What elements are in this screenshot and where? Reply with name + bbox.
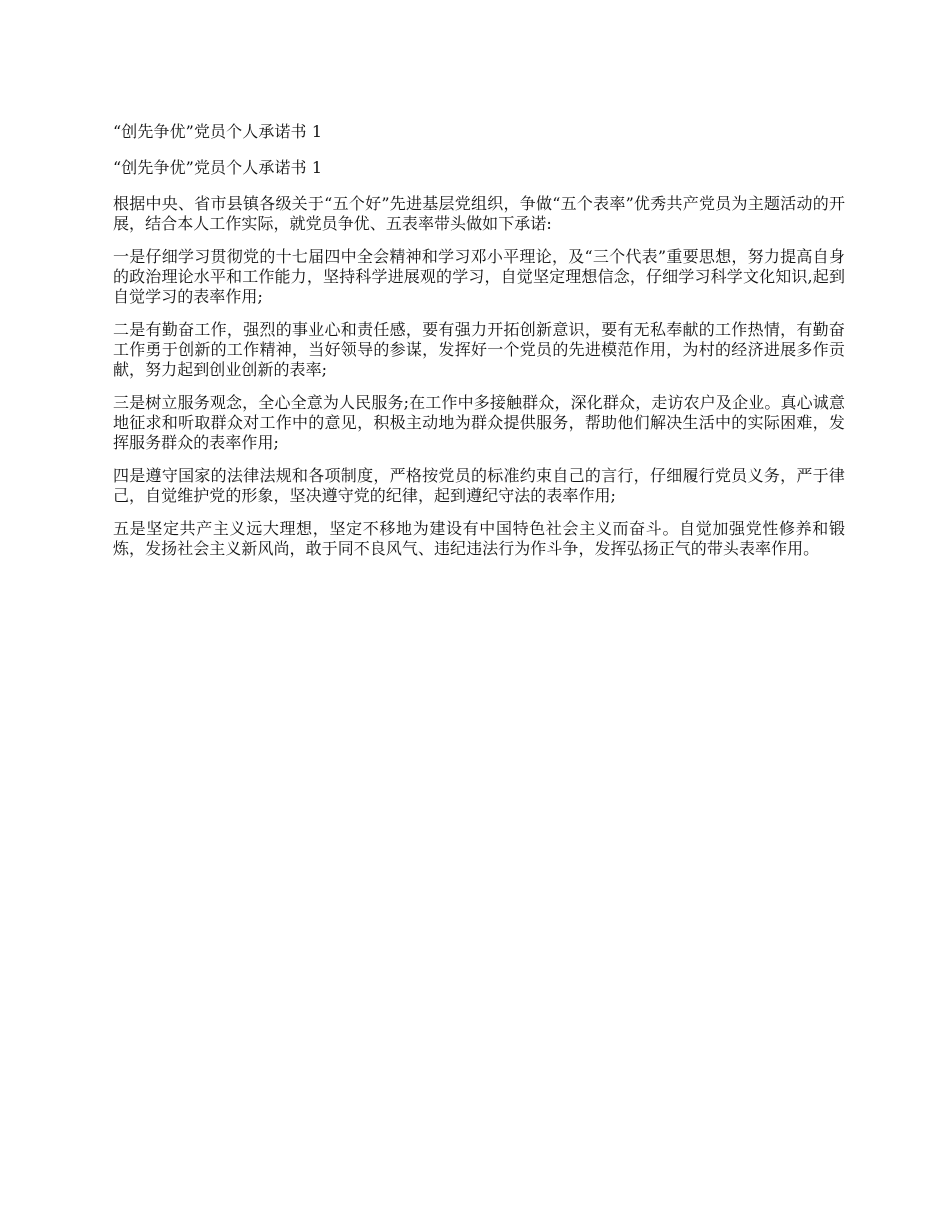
document-page bbox=[113, 122, 845, 572]
document-heading: “创先争优”党员个人承诺书 1 bbox=[113, 122, 323, 141]
commitment-paragraph-4: 四是遵守国家的法律法规和各项制度，严格按党员的标准约束自己的言行，仔细履行党员义务，严于律己，自觉维护党的形象，坚决遵守党的纪律，起到遵纪守法的表率作用; bbox=[113, 466, 845, 505]
commitment-paragraph-5: 五是坚定共产主义远大理想，坚定不移地为建设有中国特色社会主义而奋斗。自觉加强党性修养和锻炼，发扬社会主义新风尚，敢于同不良风气、违纪违法行为作斗争，发挥弘扬正气的带头表率作用。 bbox=[113, 519, 845, 558]
commitment-paragraph-2: 二是有勤奋工作，强烈的事业心和责任感，要有强力开拓创新意识，要有无私奉献的工作热情，有勤奋工作勇于创新的工作精神，当好领导的参谋，发挥好一个党员的先进模范作用，为村的经济进展多作贡献，努力起到创业创新的表率; bbox=[113, 320, 845, 379]
intro-paragraph: 根据中央、省市县镇各级关于“五个好”先进基层党组织，争做“五个表率”优秀共产党员为主题活动的开展，结合本人工作实际，就党员争优、五表率带头做如下承诺: bbox=[113, 194, 845, 233]
commitment-paragraph-1: 一是仔细学习贯彻党的十七届四中全会精神和学习邓小平理论，及“三个代表”重要思想，努力提高自身的政治理论水平和工作能力，坚持科学进展观的学习，自觉坚定理想信念，仔细学习科学文化知识,起到自觉学习的表率作用; bbox=[113, 247, 845, 306]
commitment-paragraph-3: 三是树立服务观念，全心全意为人民服务;在工作中多接触群众，深化群众，走访农户及企业。真心诚意地征求和听取群众对工作中的意见，积极主动地为群众提供服务，帮助他们解决生活中的实际困难，发挥服务群众的表率作用; bbox=[113, 393, 845, 452]
document-subheading: “创先争优”党员个人承诺书 1 bbox=[113, 158, 323, 177]
